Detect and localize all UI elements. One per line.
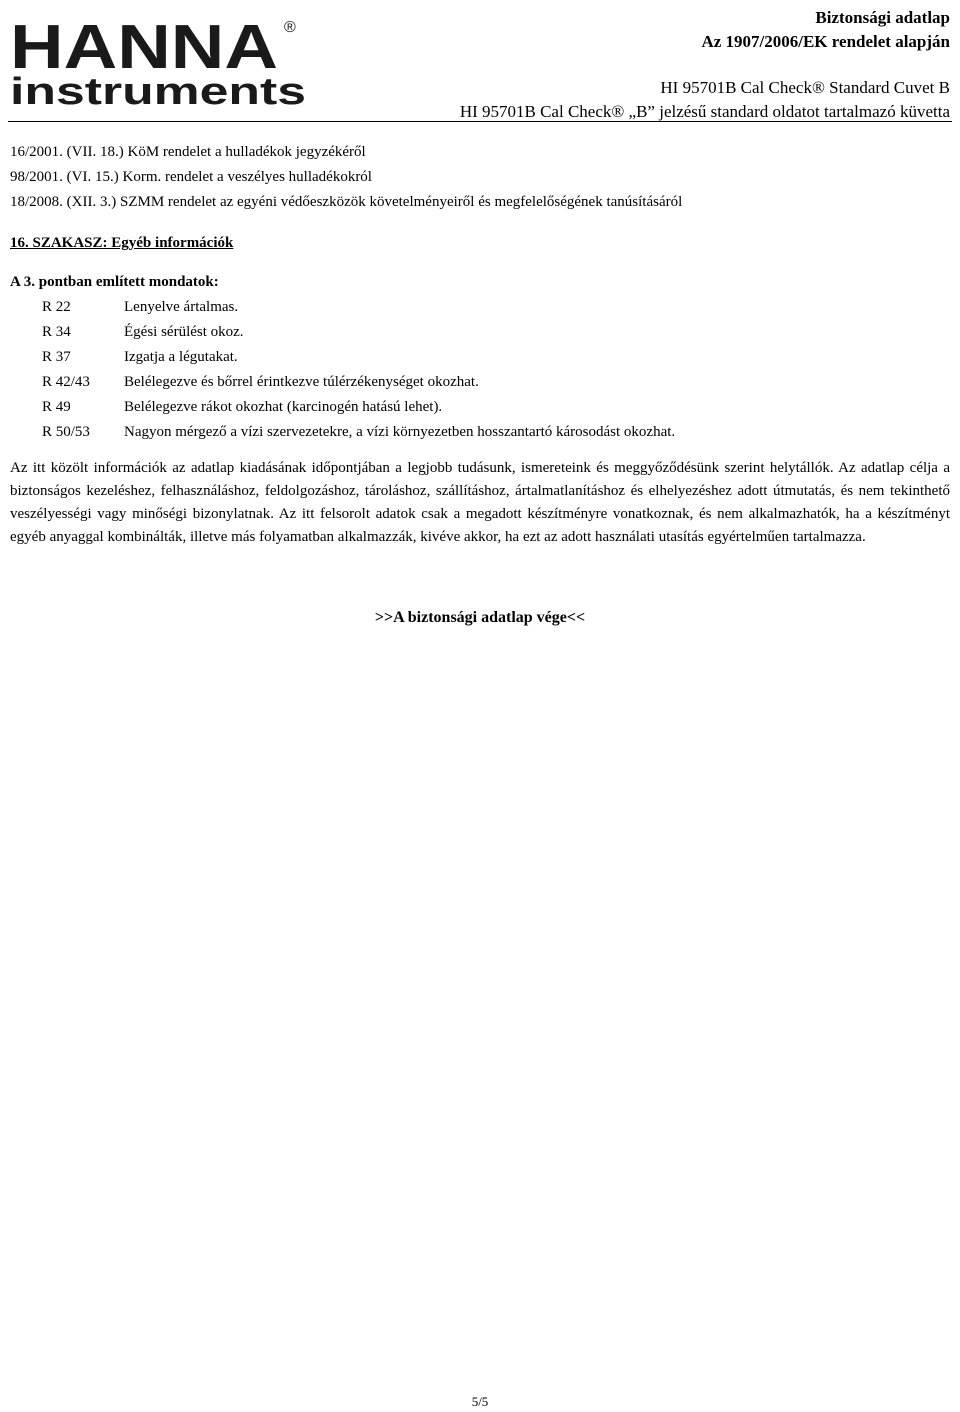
r-phrase-text: Lenyelve ártalmas.: [124, 299, 239, 315]
disclaimer-paragraph: Az itt közölt információk az adatlap kiadásának időpontjában a legjobb tudásunk, ismereteink és meggyőződésünk szerint helytállók. Az adatlap célja a biztonságos kezeléshez, felhasználáshoz, feldolgozáshoz, tároláshoz, szállításhoz, ártalmatlanításhoz és elhelyezéshez adott útmutatás, és nem tekinthető veszélyességi vagy minőségi bizonylatnak. Az itt felsorolt adatok csak a megadott készítményre vonatkoznak, és nem alkalmazhatók, ha a készítményt egyéb anyaggal kombinálták, illetve más folyamatban alkalmazzák, kivéve akkor, ha ezt az adott használati utasítás egyértelműen tartalmazza.: [10, 460, 950, 545]
header-product-name: HI 95701B Cal Check® Standard Cuvet B: [660, 78, 950, 97]
main-content: [10, 140, 950, 549]
hanna-logo-icon: [8, 10, 308, 110]
r-phrase-text: Belélegezve rákot okozhat (karcinogén hatású lehet).: [124, 399, 443, 415]
reference-line: 98/2001. (VI. 15.) Korm. rendelet a veszélyes hulladékokról: [10, 169, 372, 185]
table-row: [42, 395, 675, 420]
document-header: [460, 6, 950, 124]
r-phrase-text: Izgatja a légutakat.: [124, 349, 238, 365]
r-phrase-code: R 37: [42, 349, 71, 365]
regulation-references: [10, 140, 950, 215]
section-16-title: 16. SZAKASZ: Egyéb információk: [10, 235, 234, 251]
logo-registered-mark: ®: [284, 19, 296, 36]
table-row: [42, 345, 675, 370]
table-row: [42, 320, 675, 345]
page-number: 5/5: [471, 1394, 489, 1409]
header-divider: [8, 121, 952, 122]
header-title: Biztonsági adatlap: [815, 8, 950, 27]
r-phrase-text: Belélegezve és bőrrel érintkezve túlérzékenységet okozhat.: [124, 374, 479, 390]
end-of-document: >>A biztonsági adatlap vége<<: [374, 609, 586, 626]
r-phrase-code: R 34: [42, 324, 71, 340]
logo-brand: HANNA: [10, 13, 278, 82]
r-phrase-code: R 42/43: [42, 374, 90, 390]
header-gap: [460, 54, 950, 76]
logo-sub: instruments: [10, 71, 306, 110]
reference-line: 18/2008. (XII. 3.) SZMM rendelet az egyéni védőeszközök követelményeiről és megfelelőségének tanúsításáról: [10, 194, 683, 210]
r-phrase-text: Nagyon mérgező a vízi szervezetekre, a vízi környezetben hosszantartó károsodást okozhat.: [124, 424, 676, 440]
r-phrase-code: R 50/53: [42, 424, 90, 440]
r-phrase-code: R 49: [42, 399, 71, 415]
reference-line: 16/2001. (VII. 18.) KöM rendelet a hulladékok jegyzékéről: [10, 144, 366, 160]
table-row: [42, 370, 675, 395]
table-row: [42, 295, 675, 320]
r-phrases-table: [42, 295, 675, 445]
r-phrases-intro: A 3. pontban említett mondatok:: [10, 274, 219, 290]
hanna-logo: [8, 10, 308, 110]
table-row: [42, 420, 675, 445]
header-product-description: HI 95701B Cal Check® „B” jelzésű standard oldatot tartalmazó küvetta: [459, 102, 950, 121]
header-regulation: Az 1907/2006/EK rendelet alapján: [701, 32, 950, 51]
r-phrase-code: R 22: [42, 299, 71, 315]
r-phrase-text: Égési sérülést okoz.: [124, 324, 244, 340]
